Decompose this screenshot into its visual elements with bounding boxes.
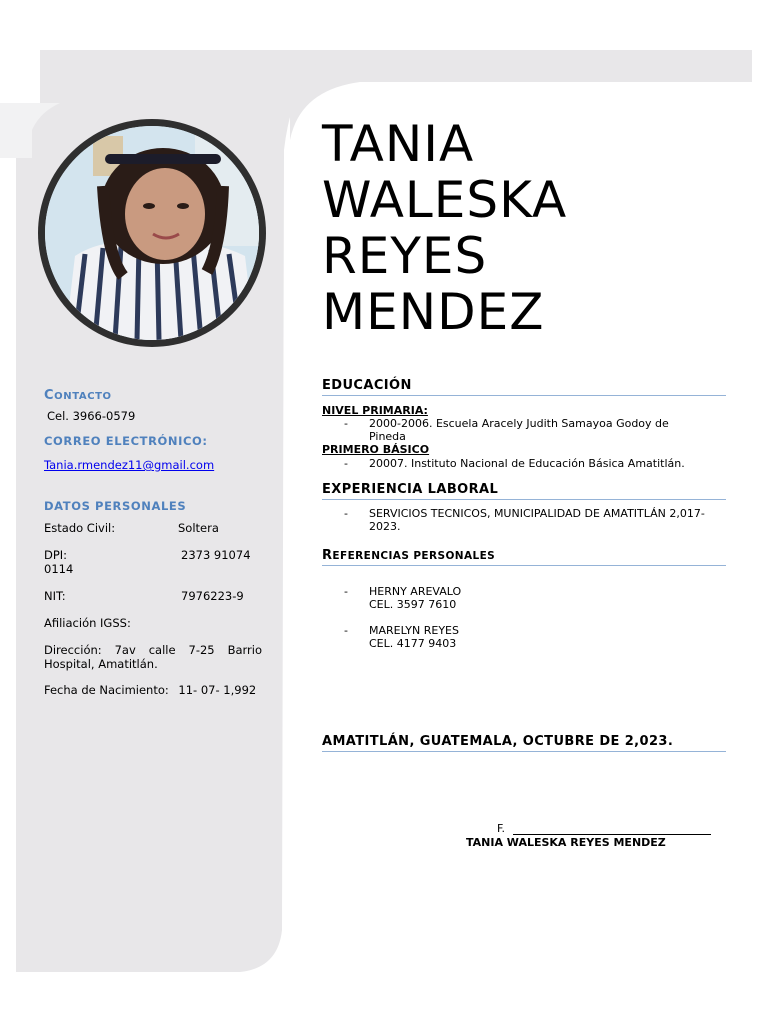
- birth-date-row: [44, 683, 262, 697]
- email-heading: CORREO ELECTRÓNICO:: [44, 434, 208, 448]
- bullet-dash: -: [344, 457, 348, 470]
- reference-phone: CEL. 4177 9403: [369, 637, 457, 650]
- signature-prefix: F.: [497, 822, 506, 835]
- personal-data-heading: DATOS PERSONALES: [44, 499, 187, 513]
- references-heading: REFERENCIAS PERSONALES: [322, 548, 726, 566]
- experience-section: [322, 482, 726, 533]
- dpi-label: DPI:: [44, 548, 68, 562]
- address-line-1: Dirección: 7av calle 7-25 Barrio: [44, 643, 262, 657]
- reference-name: MARELYN REYES: [369, 624, 459, 637]
- email-link[interactable]: Tania.rmendez11@gmail.com: [44, 458, 215, 472]
- place-date-section: [322, 734, 726, 752]
- contact-heading: CONTACTO: [44, 388, 112, 403]
- birth-date-label: Fecha de Nacimiento:: [44, 683, 169, 697]
- basic-label: PRIMERO BÁSICO: [322, 443, 430, 456]
- basic-item: - 20007. Instituto Nacional de Educación Básica Amatitlán.: [344, 457, 685, 470]
- name-line-2: WALESKA: [322, 171, 568, 229]
- reference-item: [322, 585, 726, 611]
- signature-name: TANIA WALESKA REYES MENDEZ: [466, 836, 666, 849]
- birth-date-value: 11- 07- 1,992: [178, 683, 257, 697]
- reference-phone: CEL. 3597 7610: [369, 598, 457, 611]
- civil-status-label: Estado Civil:: [44, 521, 116, 535]
- address: [44, 643, 262, 671]
- civil-status-row: [44, 521, 262, 535]
- primary-label: NIVEL PRIMARIA:: [322, 404, 428, 417]
- signature-rule: [513, 834, 711, 835]
- education-heading: EDUCACIÓN: [322, 378, 726, 396]
- civil-status-value: Soltera: [178, 521, 219, 535]
- full-name: [322, 116, 567, 340]
- dpi-value-continued: 0114: [44, 562, 74, 576]
- bullet-dash: -: [344, 624, 348, 637]
- name-line-3: REYES: [322, 227, 488, 285]
- reference-name: HERNY AREVALO: [369, 585, 462, 598]
- name-line-1: TANIA: [322, 115, 475, 173]
- address-line-2: Hospital, Amatitlán.: [44, 657, 158, 671]
- reference-item: [322, 624, 726, 650]
- experience-item: - SERVICIOS TECNICOS, MUNICIPALIDAD DE AMATITLÁN 2,017- 2023.: [344, 507, 705, 533]
- education-section: [322, 378, 726, 470]
- signature-line: [497, 822, 711, 835]
- nit-label: NIT:: [44, 589, 66, 603]
- profile-photo-frame: [38, 119, 266, 347]
- nit-row: [44, 589, 262, 603]
- references-section: [322, 548, 726, 650]
- experience-heading: EXPERIENCIA LABORAL: [322, 482, 726, 500]
- dpi-row: [44, 548, 262, 562]
- bullet-dash: -: [344, 585, 348, 598]
- primary-item: - 2000-2006. Escuela Aracely Judith Samayoa Godoy de Pineda: [344, 417, 669, 443]
- name-line-4: MENDEZ: [322, 283, 545, 341]
- sidebar: [44, 388, 262, 697]
- dpi-value: 2373 91074: [181, 548, 251, 562]
- phone-text: Cel. 3966-0579: [47, 409, 136, 423]
- igss-label: Afiliación IGSS:: [44, 616, 131, 630]
- profile-photo: [45, 126, 259, 340]
- profile-photo-illustration: [45, 126, 259, 340]
- bullet-dash: -: [344, 507, 348, 520]
- place-date: AMATITLÁN, GUATEMALA, OCTUBRE DE 2,023.: [322, 734, 726, 752]
- nit-value: 7976223-9: [181, 589, 244, 603]
- bullet-dash: -: [344, 417, 348, 430]
